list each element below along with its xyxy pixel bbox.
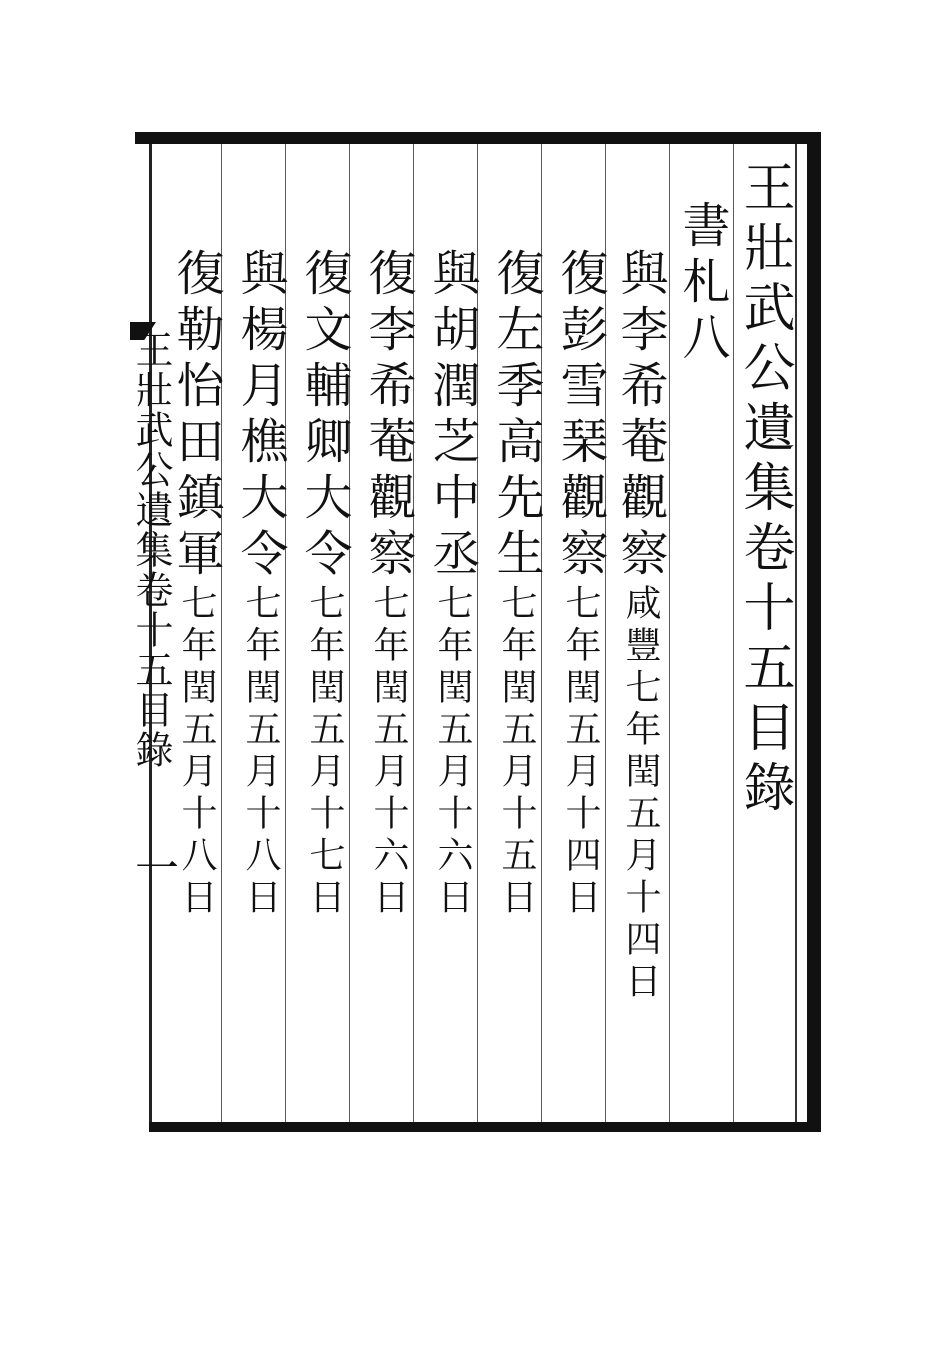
entry-date: 七年閏五月十四日	[560, 584, 601, 920]
entry-title: 復彭雪琹觀察	[552, 248, 608, 584]
entry-date: 七年閏五月十八日	[240, 584, 281, 920]
list-item	[296, 248, 352, 920]
margin-title: 王壯武公遺集卷十五目錄	[129, 330, 173, 770]
entry-title: 與楊月樵大令	[232, 248, 288, 584]
entry-title: 復李希菴觀察	[360, 248, 416, 584]
list-item	[488, 248, 544, 920]
list-item	[168, 248, 224, 920]
entry-title: 復左季高先生	[488, 248, 544, 584]
list-item	[360, 248, 416, 920]
list-item	[424, 248, 480, 920]
entry-date: 七年閏五月十七日	[304, 584, 345, 920]
entry-title: 復勒怡田鎮軍	[168, 248, 224, 584]
list-item	[232, 248, 288, 920]
entry-title: 與李希菴觀察	[612, 248, 668, 584]
entry-title: 與胡潤芝中丞	[424, 248, 480, 584]
list-item	[612, 248, 668, 1004]
entry-date: 七年閏五月十八日	[176, 584, 217, 920]
entry-date: 七年閏五月十六日	[368, 584, 409, 920]
frame-top-border	[135, 132, 821, 144]
list-item	[552, 248, 608, 920]
entry-date: 七年閏五月十五日	[496, 584, 537, 920]
page-number: 一	[127, 845, 178, 889]
entry-date: 七年閏五月十六日	[432, 584, 473, 920]
frame-bottom-border	[149, 1122, 821, 1132]
entry-date: 咸豐七年閏五月十四日	[620, 584, 661, 1004]
column-rule	[669, 144, 670, 1122]
frame-inner-rule	[795, 144, 797, 1122]
section-heading: 書札八	[674, 200, 730, 368]
frame-right-border	[807, 132, 821, 1132]
book-title: 王壯武公遺集卷十五目錄	[734, 160, 794, 820]
entry-title: 復文輔卿大令	[296, 248, 352, 584]
